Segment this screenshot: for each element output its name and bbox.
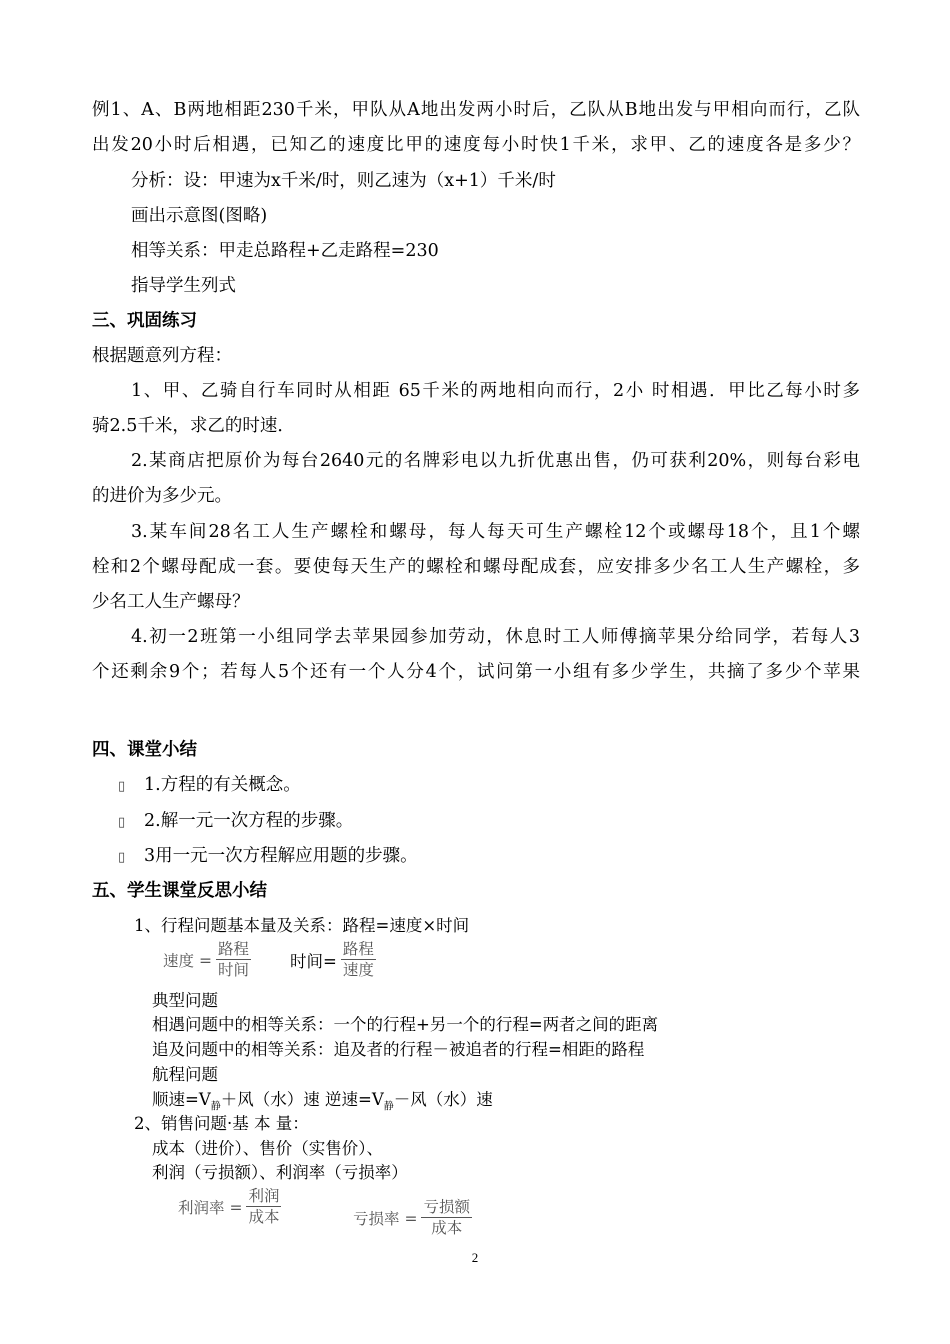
time-label: 时间= [290, 951, 337, 971]
summary-item-1 [118, 774, 301, 798]
summary-item-2 [118, 810, 353, 834]
example-guide: 指导学生列式 [131, 276, 236, 296]
bullet-icon: ▯ [118, 779, 126, 794]
loss-rate-label: 亏损率 [353, 1209, 400, 1228]
typical-problems: 典型问题 [152, 991, 218, 1010]
profit-rate-denominator: 成本 [248, 1208, 280, 1226]
speed-formula: 速度 = $\frac{\text{路程}}{\text{时间}}$ [163, 940, 249, 979]
example-diagram: 画出示意图(图略) [131, 206, 268, 226]
section-3-heading: 三、巩固练习 [92, 311, 197, 331]
bullet-icon: ▯ [118, 850, 126, 865]
question-2-line-1: 2.某商店把原价为每台2640元的名牌彩电以九折优惠出售，仍可获利20%，则每台彩电 [131, 451, 860, 471]
question-3-line-1: 3.某车间28名工人生产螺栓和螺母，每人每天可生产螺栓12个或螺母18个，且1个螺 [131, 522, 860, 542]
example-line-2: 出发20小时后相遇，已知乙的速度比甲的速度每小时快1千米，求甲、乙的速度各是多少？ [92, 135, 860, 155]
page-number: 2 [471, 1250, 479, 1265]
speed-formula-denominator: 时间 [217, 961, 249, 979]
sales-title: 2、销售问题·基 本 量： [134, 1114, 309, 1133]
summary-item-text: 1.方程的有关概念。 [144, 775, 301, 795]
time-formula [290, 940, 376, 979]
profit-rate-numerator: 利润 [248, 1187, 280, 1205]
loss-rate-denominator: 成本 [431, 1219, 463, 1237]
upstream-rest: －风（水）速 [393, 1090, 493, 1109]
question-3-line-2: 栓和2个螺母配成一套。要使每天生产的螺栓和螺母配成套，应安排多少名工人生产螺栓，多 [92, 557, 860, 577]
time-formula-denominator: 速度 [342, 961, 374, 979]
travel-title: 1、行程问题基本量及关系：路程=速度×时间 [134, 916, 470, 935]
question-2-line-2: 的进价为多少元。 [92, 486, 232, 506]
section-5-heading: 五、学生课堂反思小结 [92, 881, 267, 901]
section-3-intro: 根据题意列方程： [92, 346, 232, 366]
still-subscript: 静 [383, 1101, 394, 1113]
question-3-line-3: 少名工人生产螺母？ [92, 592, 250, 612]
speed-label: 速度 [163, 951, 195, 970]
summary-item-text: 3用一元一次方程解应用题的步骤。 [144, 846, 418, 866]
voyage-problems: 航程问题 [152, 1065, 218, 1084]
meeting-relation: 相遇问题中的相等关系：一个的行程+另一个的行程=两者之间的距离 [152, 1015, 659, 1034]
sales-line-1: 成本（进价）、售价（实售价）、 [152, 1139, 383, 1158]
still-subscript: 静 [210, 1101, 221, 1113]
bullet-icon: ▯ [118, 815, 126, 830]
time-formula-numerator: 路程 [342, 940, 374, 958]
summary-item-3 [118, 845, 418, 869]
downstream-rest: ＋风（水）速 [220, 1090, 320, 1109]
example-analysis: 分析：设：甲速为x千米/时，则乙速为（x+1）千米/时 [131, 171, 556, 191]
profit-rate-formula: 利润率 = $\frac{\text{利润}}{\text{成本}}$ [178, 1187, 280, 1226]
example-relation: 相等关系：甲走总路程+乙走路程=230 [131, 241, 439, 261]
upstream-label: 逆速=V [325, 1090, 384, 1109]
question-1-line-1: 1、甲、乙骑自行车同时从相距 65千米的两地相向而行，2小 时相遇．甲比乙每小时多 [131, 381, 860, 401]
loss-rate-formula: 亏损率 = $\frac{\text{亏损额}}{\text{成本}}$ [353, 1198, 470, 1237]
chase-relation: 追及问题中的相等关系：追及者的行程－被追者的行程=相距的路程 [152, 1040, 645, 1059]
question-4-line-2: 个还剩余9个；若每人5个还有一个人分4个，试问第一小组有多少学生，共摘了多少个苹果 [92, 662, 860, 682]
speed-formula-numerator: 路程 [217, 940, 249, 958]
loss-rate-numerator: 亏损额 [423, 1198, 470, 1216]
question-4-line-1: 4.初一2班第一小组同学去苹果园参加劳动，休息时工人师傅摘苹果分给同学，若每人3 [131, 627, 860, 647]
sales-line-2: 利润（亏损额）、利润率（亏损率） [152, 1163, 408, 1182]
section-4-heading: 四、课堂小结 [92, 740, 197, 760]
profit-rate-label: 利润率 [178, 1198, 225, 1217]
question-1-line-2: 骑2.5千米，求乙的时速． [92, 416, 295, 436]
example-line-1: 例1、A、B两地相距230千米，甲队从A地出发两小时后，乙队从B地出发与甲相向而行，乙队 [92, 100, 860, 120]
downstream-label: 顺速=V [152, 1090, 211, 1109]
summary-item-text: 2.解一元一次方程的步骤。 [144, 811, 354, 831]
